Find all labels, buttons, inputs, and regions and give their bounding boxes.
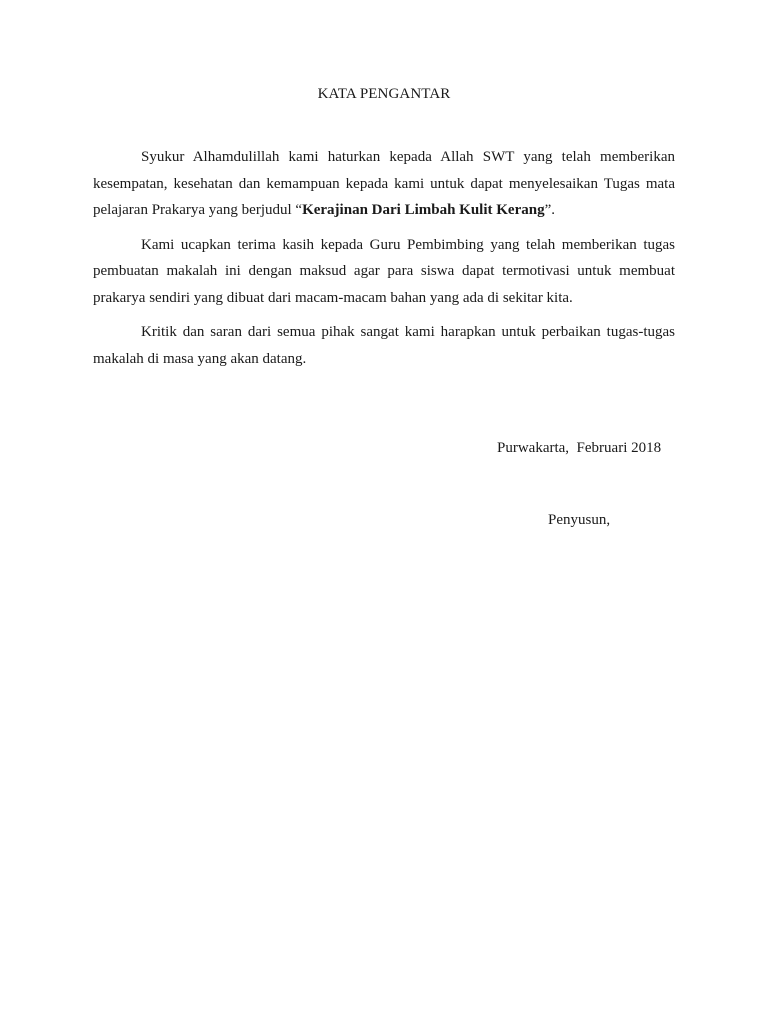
- document-body: [93, 144, 675, 380]
- place-date: Purwakarta, Februari 2018: [497, 440, 662, 456]
- paragraph-2: Kami ucapkan terima kasih kepada Guru Pembimbing yang telah memberikan tugas pembuatan makalah ini dengan maksud agar para siswa dapat termotivasi untuk membuat prakarya sendiri yang dibuat dari macam-macam bahan yang ada di sekitar kita.: [93, 236, 675, 306]
- paragraph-1: [93, 144, 675, 224]
- paragraph-1-text-end: ”.: [544, 202, 556, 218]
- paragraph-3: Kritik dan saran dari semua pihak sangat kami harapkan untuk perbaikan tugas-tugas makalah di masa yang akan datang.: [93, 324, 675, 367]
- project-title: Kerajinan Dari Limbah Kulit Kerang: [302, 202, 545, 218]
- signer-label: Penyusun,: [548, 512, 611, 528]
- page-title: KATA PENGANTAR: [317, 86, 451, 102]
- paragraph-1-text-start: Syukur Alhamdulillah kami haturkan kepada Allah SWT yang telah memberikan kesempatan, kesehatan dan kemampuan kepada kami untuk dapat menyelesaikan Tugas mata pelajaran Prakarya yang berjudul “: [93, 149, 675, 218]
